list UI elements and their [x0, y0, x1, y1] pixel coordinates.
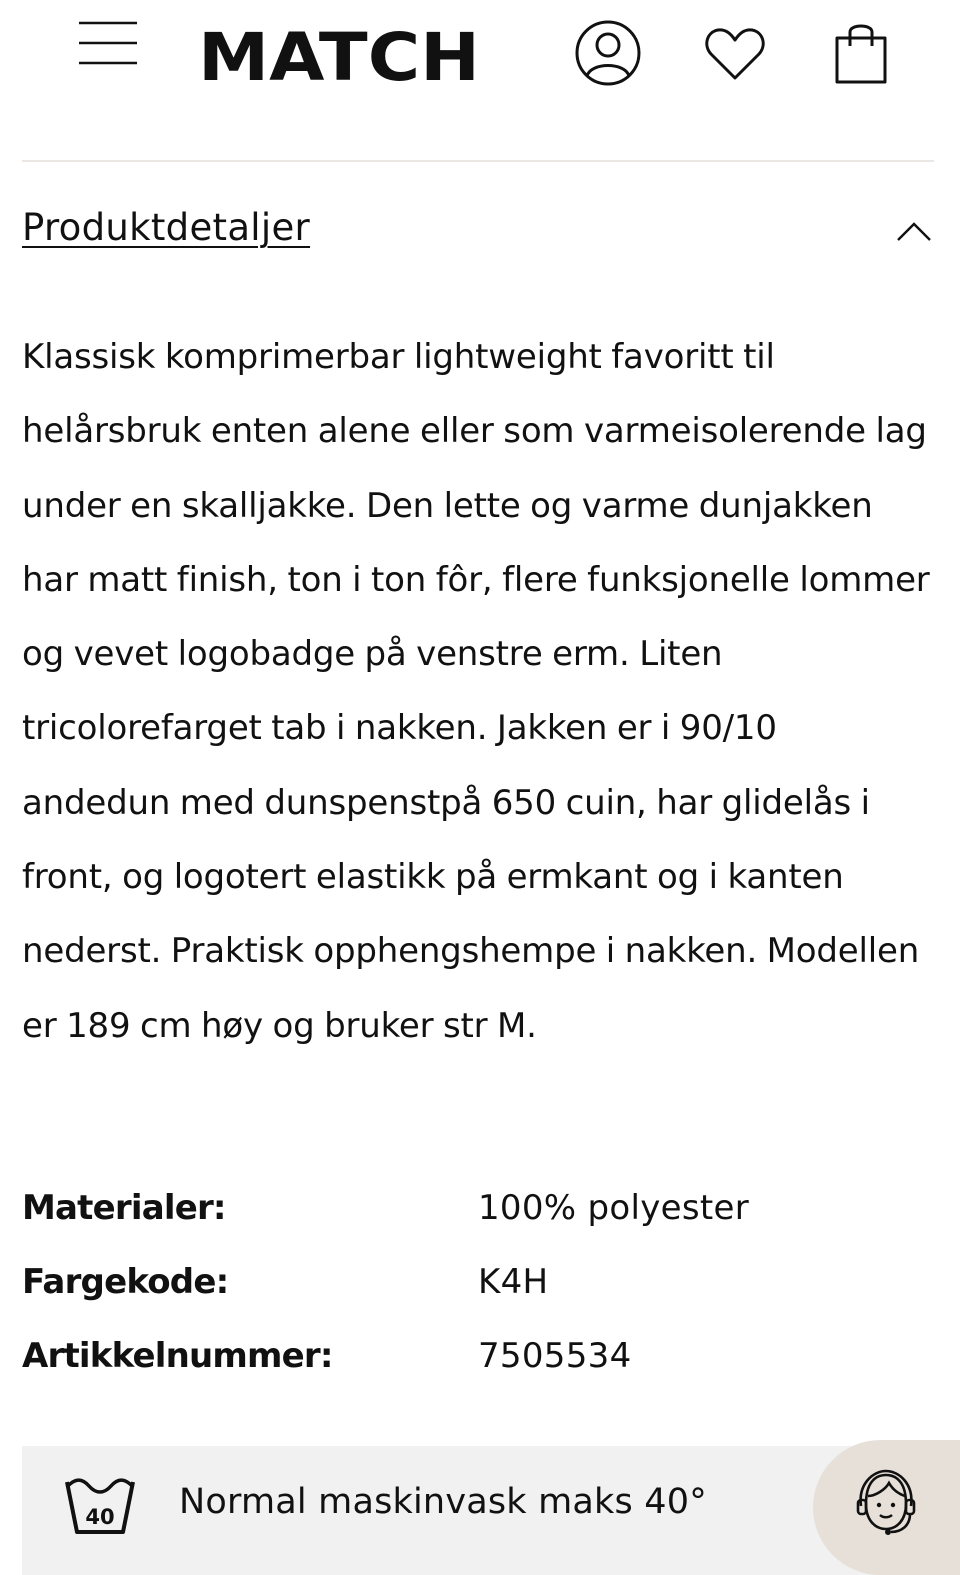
hamburger-menu-icon	[78, 20, 138, 68]
spec-value: K4H	[478, 1262, 549, 1302]
product-details-toggle[interactable]	[22, 200, 934, 264]
site-header	[0, 0, 960, 110]
spec-label: Artikkelnummer:	[22, 1336, 333, 1376]
spec-row-color-code	[22, 1262, 934, 1336]
wishlist-button[interactable]	[700, 18, 770, 88]
shopping-bag-icon	[826, 18, 896, 88]
washing-40-icon	[64, 1474, 136, 1536]
spec-label: Materialer:	[22, 1188, 226, 1228]
header-divider	[22, 160, 934, 162]
chevron-up-icon	[896, 216, 932, 244]
spec-value: 7505534	[478, 1336, 632, 1376]
spec-row-article-number	[22, 1336, 934, 1410]
wash-temperature: 40	[85, 1505, 115, 1529]
heart-icon	[700, 18, 770, 88]
spec-label: Fargekode:	[22, 1262, 229, 1302]
spec-value: 100% polyester	[478, 1188, 750, 1228]
product-details-title: Produktdetaljer	[22, 206, 311, 249]
cart-button[interactable]	[826, 18, 896, 88]
spec-row-material	[22, 1188, 934, 1262]
menu-button[interactable]	[78, 20, 138, 68]
user-account-icon	[573, 18, 643, 88]
account-button[interactable]	[573, 18, 643, 88]
product-specs	[22, 1188, 934, 1410]
brand-logo[interactable]	[198, 18, 482, 88]
customer-support-button[interactable]	[813, 1440, 960, 1575]
customer-support-headset-icon	[855, 1468, 917, 1540]
product-description: Klassisk komprimerbar lightweight favoritt til helårsbruk enten alene eller som varmeisolerende lag under en skalljakke. Den lette og varme dunjakken har matt finish, ton i ton fôr, flere funksjonelle lommer og vevet logobadge på venstre erm. Liten tricolorefarget tab i nakken. Jakken er i 90/10 andedun med dunspenstpå 650 cuin, har glidelås i front, og logotert elastikk på ermkant og i kanten nederst. Praktisk opphengshempe i nakken. Modellen er 189 cm høy og bruker str M.	[22, 337, 930, 1046]
brand-logo-text: MATCH	[198, 19, 480, 88]
care-text: Normal maskinvask maks 40°	[179, 1482, 707, 1522]
